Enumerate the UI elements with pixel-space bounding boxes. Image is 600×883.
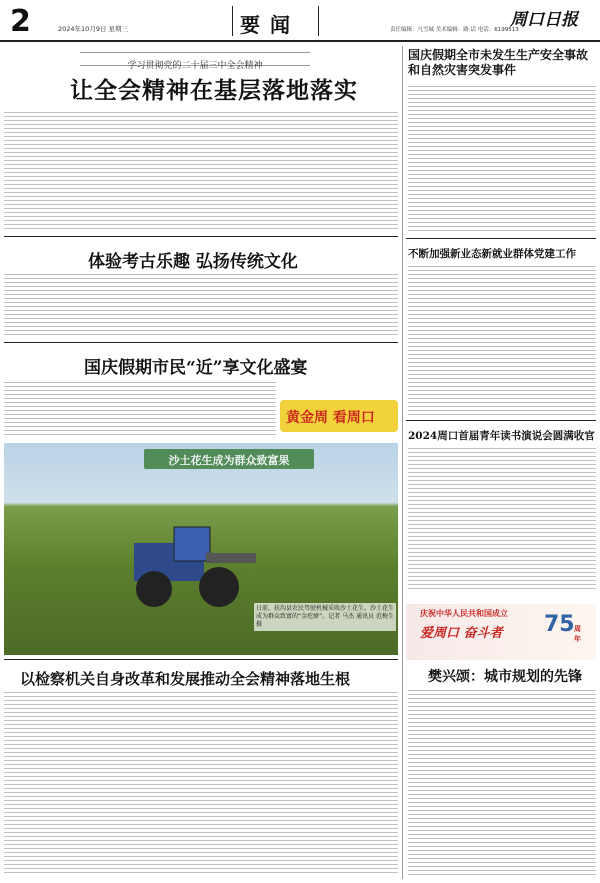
article-procuratorate-text [4,690,398,876]
headline-safety: 国庆假期全市未发生生产安全事故和自然灾害突发事件 [408,48,589,77]
anniversary-slogan: 爱周口 奋斗者 [420,626,503,641]
banner-study-text: 学习贯彻党的二十届三中全会精神 [127,61,263,71]
photo-banner-text: 沙土花生成为群众致富果 [168,454,290,467]
anniversary-banner [406,604,596,660]
tractor-photo [4,443,398,655]
article-party-text [408,264,596,416]
tab-badge-text: 黄金周 看周口 [286,410,375,426]
issue-date: 2024年10月9日 星期三 [58,25,129,33]
page-number: 2 [10,4,31,39]
headline-hero: 樊兴颂：城市规划的先锋 [428,669,582,685]
tractor-icon [114,523,264,613]
page-header [0,0,600,44]
article-main-text [4,110,398,232]
photo-banner [144,449,314,469]
editor-contact: 责任编辑：凡雪城 美术编辑：路·话 电话：6199513 [390,27,519,33]
headline-party: 不断加强新业态新就业群体党建工作 [408,248,576,260]
anniversary-number: 75 [544,612,575,637]
headline-forum: 2024周口首届青年读书演说会圆满收官 [408,430,595,442]
headline-holiday: 国庆假期市民“近”享文化盛宴 [84,358,308,378]
headline-main: 让全会精神在基层落地落实 [70,77,358,104]
photo-caption: 日前，扶沟县农民驾驶机械采收沙土花生。沙土花生成为群众致富的“金疙瘩”。记者 马杰 通讯员 范梅生 摄 [254,603,396,631]
tab-badge [280,400,398,432]
article-holiday-text [4,380,276,438]
article-safety-text [408,84,596,234]
headline-culture: 体验考古乐趣 弘扬传统文化 [88,252,298,272]
banner-study [80,52,310,71]
anniversary-title: 庆祝中华人民共和国成立 [420,608,508,618]
section-title: 要闻 [240,13,300,37]
article-hero-text [408,688,596,876]
headline-procuratorate: 以检察机关自身改革和发展推动全会精神落地生根 [20,670,351,688]
newspaper-logo: 周口日报 [510,10,578,30]
article-culture-text [4,272,398,338]
anniversary-suffix: 周年 [574,625,581,643]
article-forum-text [408,446,596,592]
